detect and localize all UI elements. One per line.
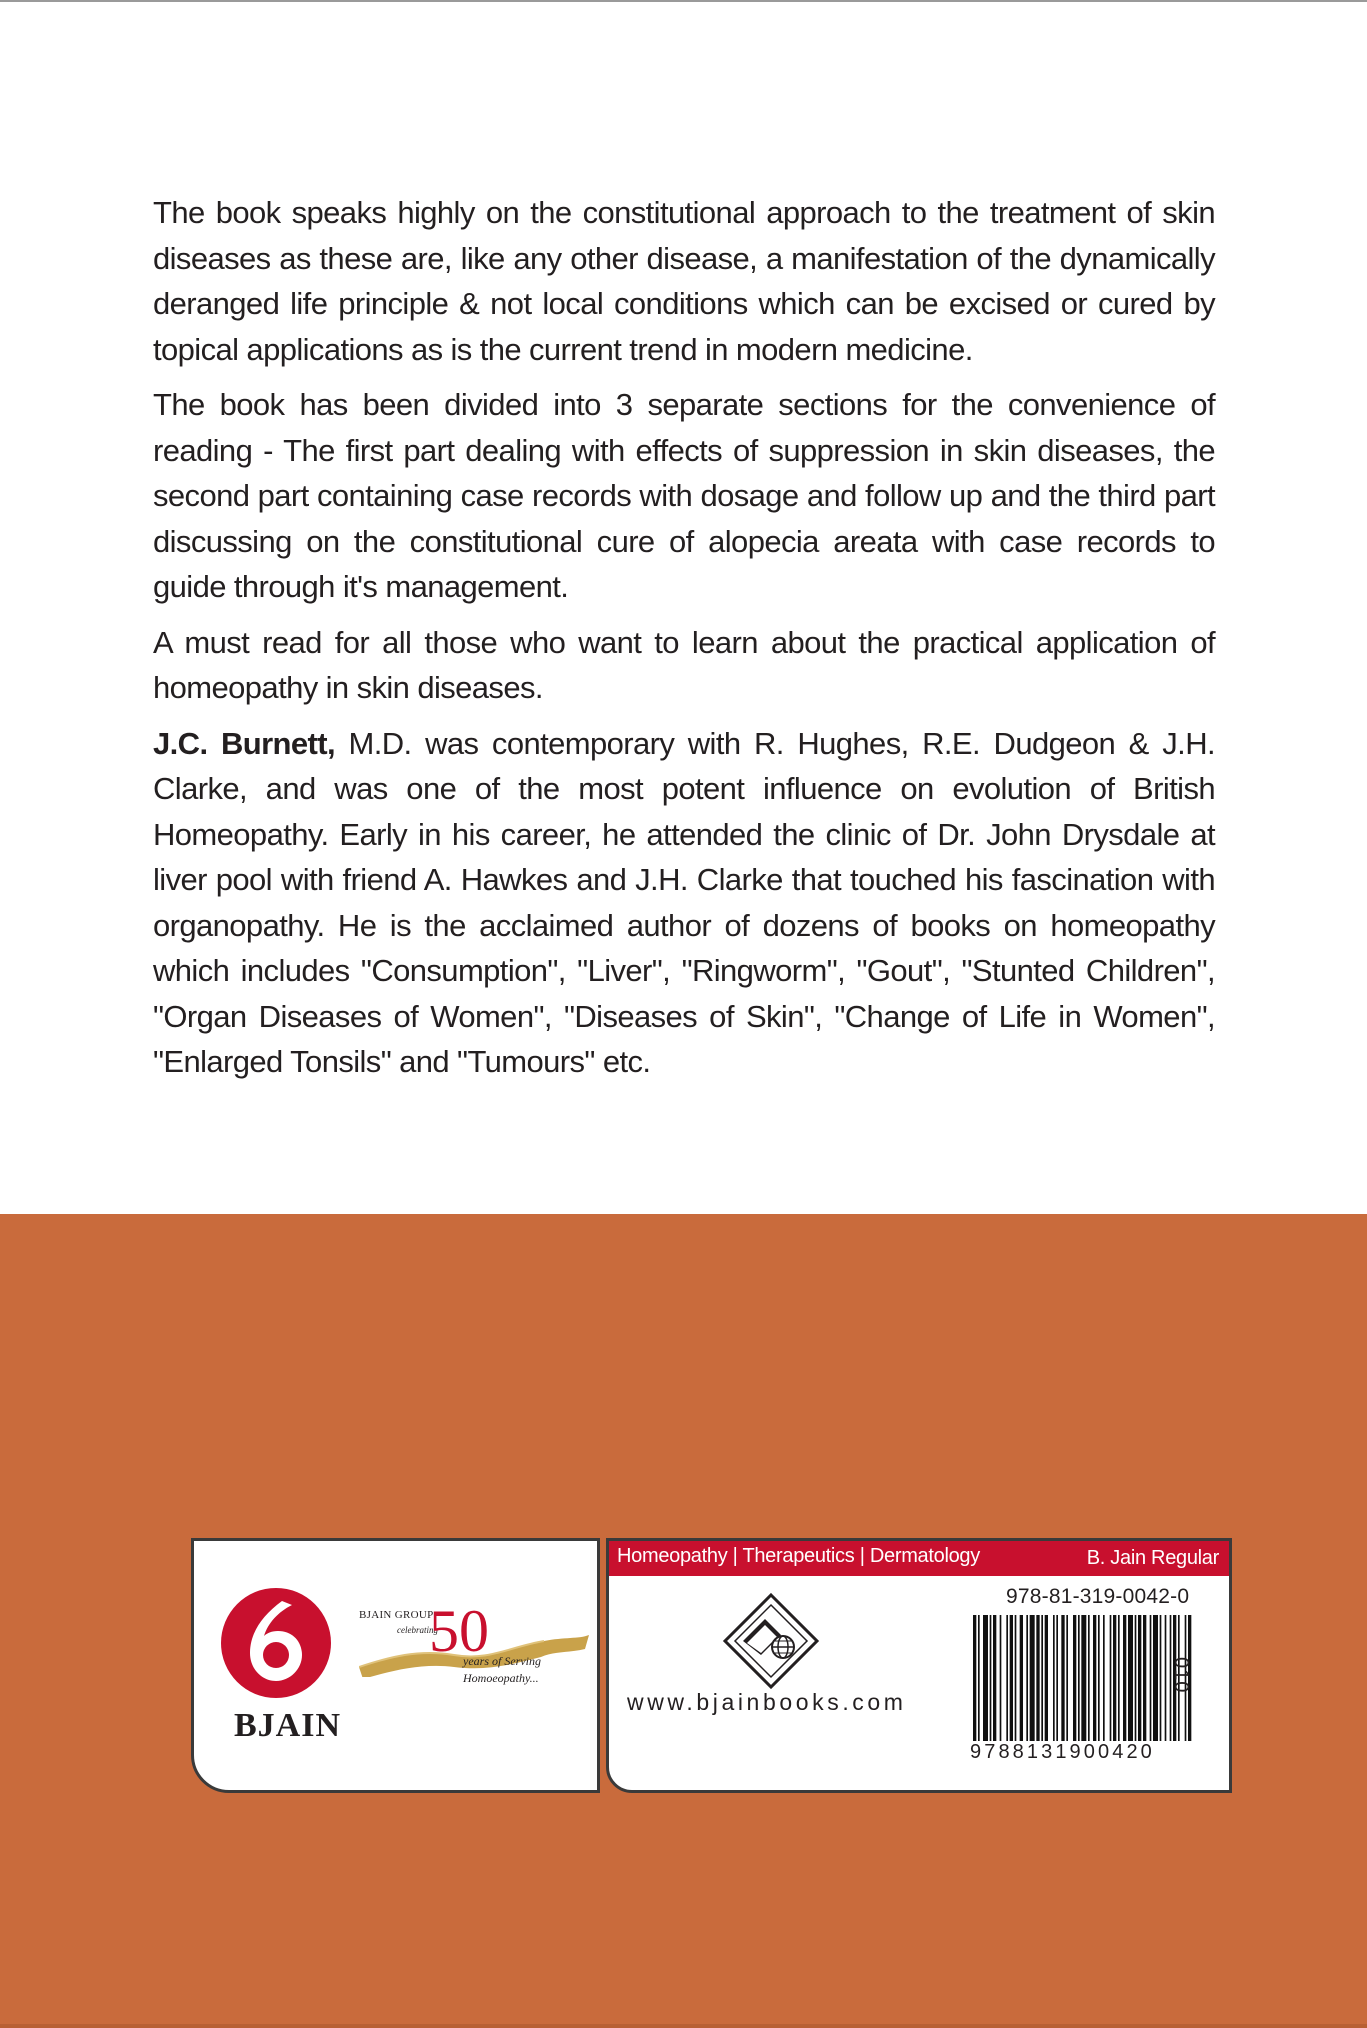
bjain-wordmark: BJAIN (234, 1707, 342, 1744)
barcode-bar (1000, 1615, 1002, 1741)
barcode-bar (1030, 1615, 1035, 1741)
bottom-rule (0, 2024, 1367, 2028)
subject-strip (609, 1541, 1229, 1576)
barcode-bar (1128, 1615, 1133, 1741)
barcode-bar (1153, 1615, 1158, 1741)
book-globe-emblem-icon (721, 1591, 821, 1695)
anniversary-number: 50 (429, 1598, 489, 1664)
barcode-bar (1135, 1615, 1137, 1741)
barcode-bar (1081, 1615, 1086, 1741)
barcode-bar (1006, 1615, 1008, 1741)
author-name: J.C. Burnett, (153, 725, 335, 761)
subject-categories: Homeopathy | Therapeutics | Dermatology (617, 1545, 980, 1567)
barcode-bar (1061, 1615, 1064, 1741)
barcode-bar (1150, 1615, 1152, 1741)
anniversary-celebrating: celebrating (397, 1625, 438, 1635)
barcode-bar (993, 1615, 996, 1741)
barcode-bar (1053, 1615, 1055, 1741)
blurb-paragraph-2: The book has been divided into 3 separate sections for the convenience of reading - The first part dealing with effects of suppression in skin diseases, the second part containing case records with dosage and follow up and the third part discussing on the constitutional cure of alopecia areata with case records to guide through it's management. (153, 387, 1215, 604)
back-cover-blurb (153, 190, 1215, 1095)
barcode-bar (1056, 1615, 1058, 1741)
barcode-bar (1123, 1615, 1126, 1741)
barcode-bar (1015, 1615, 1017, 1741)
barcode-bar (1010, 1615, 1013, 1741)
bjain-6-logo-icon (220, 1587, 332, 1699)
anniversary-tagline-line-1: years of Serving (463, 1654, 541, 1668)
book-info-panel (606, 1538, 1232, 1793)
barcode-bar (1110, 1615, 1112, 1741)
barcode-bar (1165, 1615, 1167, 1741)
barcode-icon (973, 1615, 1193, 1741)
anniversary-tagline (463, 1653, 583, 1687)
barcode-bar (1020, 1615, 1023, 1741)
barcode-bar (978, 1615, 980, 1741)
barcode-bar (983, 1615, 988, 1741)
isbn-number: 978-81-319-0042-0 (1006, 1585, 1190, 1608)
barcode-bar (1036, 1615, 1039, 1741)
barcode-bar (1045, 1615, 1048, 1741)
barcode-bar (1088, 1615, 1090, 1741)
barcode-bar (1098, 1615, 1100, 1741)
barcode-bar (973, 1615, 976, 1741)
blurb-paragraph-1: The book speaks highly on the constitutional approach to the treatment of skin diseases as these are, like any other disease, a manifestation of the dynamically deranged life principle & not local conditions which can be excised or cured by topical applications as is the current trend in modern medicine. (153, 195, 1215, 367)
barcode-bar (1138, 1615, 1141, 1741)
barcode-bar (1073, 1615, 1076, 1741)
barcode-bar (990, 1615, 992, 1741)
barcode-bar (1066, 1615, 1068, 1741)
barcode-bar (1041, 1615, 1043, 1741)
anniversary-badge (359, 1598, 589, 1723)
anniversary-tagline-line-2: Homoeopathy... (463, 1671, 539, 1685)
price-code: 010 (1170, 1657, 1192, 1694)
blurb-paragraph-3: A must read for all those who want to learn about the practical application of homeopathy in skin diseases. (153, 624, 1215, 705)
barcode-bar (1026, 1615, 1028, 1741)
barcode-bar (1113, 1615, 1116, 1741)
top-rule (0, 0, 1367, 2)
barcode-bar (1143, 1615, 1146, 1741)
author-bio: M.D. was contemporary with R. Hughes, R.E. Dudgeon & J.H. Clarke, and was one of the most potent influence on evolution of British Homeopathy. Early in his career, he attended the clinic of Dr. John Drysdale at liver pool with friend A. Hawkes and J.H. Clarke that touched his fascination with organopathy. He is the acclaimed author of dozens of books on homeopathy which includes "Consumption", "Liver", "Ringworm", "Gout", "Stunted Children", "Organ Diseases of Women", "Diseases of Skin", "Change of Life in Women", "Enlarged Tonsils" and "Tumours" etc. (153, 725, 1215, 1079)
publisher-logo-panel (191, 1538, 600, 1793)
barcode-digits: 9788131900420 (970, 1741, 1155, 1763)
author-paragraph (153, 721, 1215, 1085)
publisher-website: www.bjainbooks.com (627, 1689, 907, 1715)
barcode-bar (1160, 1615, 1162, 1741)
series-label: B. Jain Regular (1086, 1547, 1219, 1569)
barcode-bar (1078, 1615, 1080, 1741)
barcode-bar (1118, 1615, 1120, 1741)
anniversary-group-label: BJAIN GROUP (359, 1609, 434, 1621)
barcode-bar (1103, 1615, 1105, 1741)
barcode-bar (1093, 1615, 1096, 1741)
